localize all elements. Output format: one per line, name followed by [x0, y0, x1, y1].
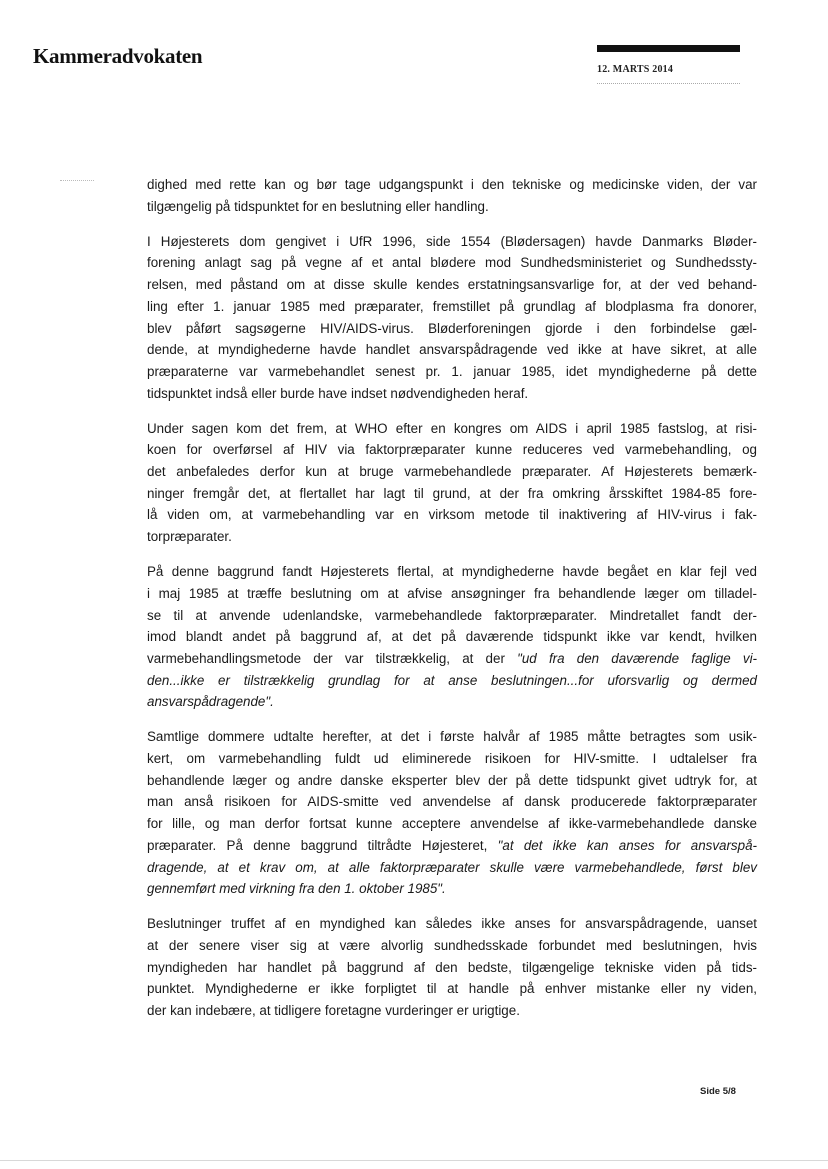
text-segment: myndigheden har handlet på baggrund af den bedste, tilgængelige tekniske viden på tids-: [147, 959, 757, 975]
text-segment: præparaterne var varmebehandlet senest pr. 1. januar 1985, idet myndighederne på dette: [147, 363, 757, 379]
text-segment: imod blandt andet på baggrund af, at det på daværende tidspunkt ikke var kendt, hvilken: [147, 629, 757, 645]
text-line: [147, 274, 757, 296]
text-line: [147, 418, 757, 440]
text-segment: Under sagen kom det frem, at WHO efter en kongres om AIDS i april 1985 fastslog, at risi-: [147, 420, 757, 436]
text-line: [147, 770, 757, 792]
document-date: 12. MARTS 2014: [597, 64, 674, 75]
text-line: [147, 605, 757, 627]
text-line: [147, 748, 757, 770]
text-line: [147, 626, 757, 648]
text-segment: lå viden om, at varmebehandling var en virksom metode til inaktivering af HIV-virus i fak-: [147, 507, 757, 523]
text-segment: I Højesterets dom gengivet i UfR 1996, side 1554 (Blødersagen) havde Danmarks Bløder-: [147, 233, 757, 249]
quoted-text: "ud fra den daværende faglige vi-: [517, 650, 757, 666]
document-body: [147, 174, 757, 1035]
paragraph: [147, 913, 757, 1022]
text-segment: koen for overførsel af HIV via faktorpræparater kunne reduceres ved varmebehandling, og: [147, 442, 757, 458]
text-line: [147, 231, 757, 253]
paragraph: [147, 174, 757, 217]
text-segment: præparater. På denne baggrund tiltrådte Højesteret,: [147, 837, 498, 853]
text-segment: i maj 1985 at træffe beslutning om at afvise ansøgninger fra behandlende læger om tilladel-: [147, 585, 757, 601]
text-segment: det anbefaledes derfor kun at bruge varmebehandlede præparater. Af Højesterets bemærk-: [147, 464, 757, 480]
text-segment: tidspunktet indså eller burde have indset nødvendigheden heraf.: [147, 385, 529, 401]
letterhead-brand: Kammeradvokaten: [33, 44, 203, 68]
page-number: Side 5/8: [700, 1086, 736, 1097]
text-segment: der kan indebære, at tidligere foretagne vurderinger er urigtige.: [147, 1003, 520, 1019]
text-line: [147, 252, 757, 274]
text-segment: man anså risikoen for AIDS-smitte ved anvendelse af dansk producerede faktorpræparater: [147, 794, 757, 810]
paragraph: [147, 231, 757, 405]
text-segment: se til at anvende udenlandske, varmebehandlede faktorpræparater. Mindretallet fandt der-: [147, 607, 757, 623]
text-segment: kert, om varmebehandling fuldt ud eliminerede risikoen for HIV-smitte. I udtalelser fra: [147, 751, 757, 767]
text-line: [147, 726, 757, 748]
quoted-text: ansvarspådragende".: [147, 694, 274, 710]
text-line: [147, 670, 757, 692]
text-line: [147, 296, 757, 318]
text-segment: Beslutninger truffet af en myndighed kan således ikke anses for ansvarspådragende, uanset: [147, 916, 757, 932]
text-segment: forening anlagt sag på vegne af et antal blødere mod Sundhedsministeriet og Sundhedssty-: [147, 255, 757, 271]
text-segment: dighed med rette kan og bør tage udgangspunkt i den tekniske og medicinske viden, der var: [147, 177, 757, 192]
text-line: [147, 857, 757, 879]
bottom-edge: [0, 1160, 828, 1161]
text-line: [147, 935, 757, 957]
text-line: [147, 526, 757, 548]
text-segment: varmebehandlingsmetode der var tilstrækkelig, at der: [147, 650, 518, 666]
text-segment: punktet. Myndighederne er ikke forpligtet til at handle på enhver mistanke eller ny viden,: [147, 981, 757, 997]
header-bar: [597, 45, 740, 52]
text-line: [147, 1000, 757, 1022]
text-line: [147, 978, 757, 1000]
text-segment: relsen, med påstand om at disse skulle kendes erstatningsansvarlige for, at der ved behand-: [147, 277, 757, 293]
text-line: [147, 196, 757, 218]
text-line: [147, 439, 757, 461]
text-segment: ling efter 1. januar 1985 med præparater, fremstillet på grundlag af blodplasma fra donorer,: [147, 298, 757, 314]
text-segment: tilgængelig på tidspunktet for en beslutning eller handling.: [147, 198, 489, 214]
quoted-text: den...ikke er tilstrækkelig grundlag for at anse beslutningen...for uforsvarlig og dermed: [147, 672, 757, 688]
text-line: [147, 361, 757, 383]
text-line: [147, 913, 757, 935]
text-line: [147, 583, 757, 605]
text-segment: behandlende læger og andre danske eksperter blev der på dette tidspunkt givet udtryk for, at: [147, 772, 757, 788]
text-line: [147, 483, 757, 505]
paragraph: [147, 561, 757, 713]
text-line: [147, 813, 757, 835]
text-segment: blev påført sagsøgerne HIV/AIDS-virus. Bløderforeningen gjorde i den forbindelse gæl-: [147, 320, 757, 336]
header-divider: [597, 83, 740, 84]
text-segment: ninger fremgår det, at flertallet har lagt til grund, at der fra omkring årsskiftet 1984-85 fore-: [147, 485, 757, 501]
paragraph: [147, 418, 757, 548]
quoted-text: dragende, at et krav om, at alle faktorpræparater skulle være varmebehandlede, først blev: [147, 859, 757, 875]
margin-mark: [60, 180, 94, 181]
text-line: [147, 461, 757, 483]
text-line: [147, 504, 757, 526]
quoted-text: gennemført med virkning fra den 1. oktober 1985".: [147, 881, 446, 897]
text-line: [147, 957, 757, 979]
text-segment: for lille, og man derfor fortsat kunne acceptere anvendelse af ikke-varmebehandlede danske: [147, 816, 757, 832]
text-segment: Samtlige dommere udtalte herefter, at det i første halvår af 1985 måtte betragtes som usik-: [147, 729, 757, 745]
paragraph: [147, 726, 757, 900]
text-line: [147, 561, 757, 583]
text-line: [147, 691, 757, 713]
text-segment: torpræparater.: [147, 529, 232, 545]
text-line: [147, 835, 757, 857]
text-line: [147, 339, 757, 361]
quoted-text: "at det ikke kan anses for ansvarspå-: [497, 837, 757, 853]
text-line: [147, 791, 757, 813]
text-segment: at der senere viser sig at være alvorlig sundhedsskade forbundet med beslutningen, hvis: [147, 937, 757, 953]
text-segment: dende, at myndighederne havde handlet ansvarspådragende ved ikke at have sikret, at alle: [147, 342, 757, 358]
text-line: [147, 878, 757, 900]
text-segment: På denne baggrund fandt Højesterets flertal, at myndighederne havde begået en klar fejl ved: [147, 564, 757, 580]
text-line: [147, 174, 757, 196]
text-line: [147, 648, 757, 670]
text-line: [147, 318, 757, 340]
text-line: [147, 383, 757, 405]
